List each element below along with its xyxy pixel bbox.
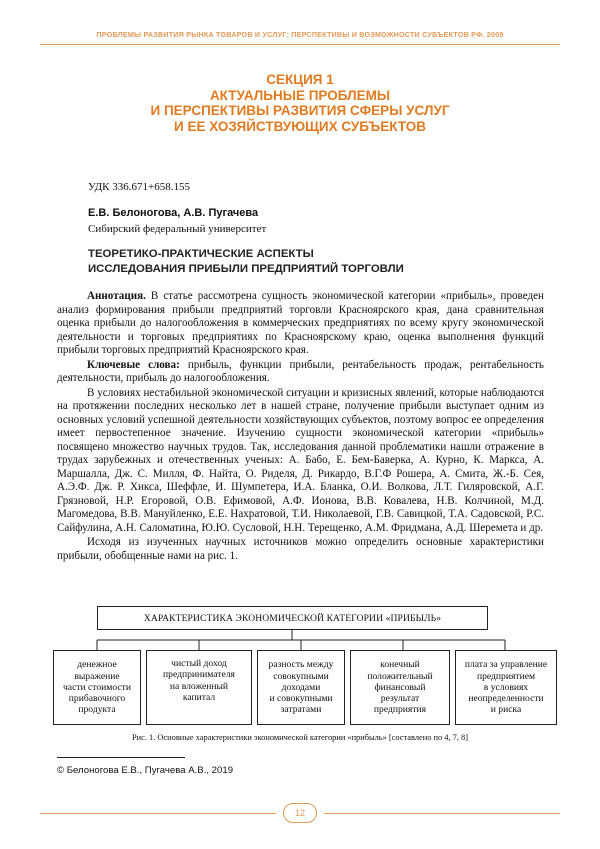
abstract-paragraph <box>57 290 544 358</box>
diagram-box-line: и совокупными <box>269 693 333 705</box>
diagram-box-line: доходами <box>281 681 321 693</box>
diagram-box-line: затратами <box>280 704 322 716</box>
diagram-box-line: предпринимателя <box>163 669 235 681</box>
diagram-box <box>53 650 141 725</box>
diagram-box-line: на вложенный <box>169 680 229 692</box>
diagram-box-line: прибавочного <box>68 693 126 705</box>
diagram-box <box>455 650 557 725</box>
article-title <box>88 247 404 277</box>
body-paragraph: В условиях нестабильной экономической ситуации и кризисных явлений, которые наблюдаются на протяжении последних несколько лет в нашей стране, получение прибыли выступает одним из основных условий успешной деятельности хозяйствующих субъектов, поэтому вопрос ее определения имеет первостепенное значение. Изучению сущности экономической категории «прибыль» посвящено множество научных трудов. Так, исследования данной проблематики нашли отражение в трудах зарубежных и отечественных ученых: А. Бабо, Е. Бем-Баверка, А. Курно, К. Маркса, А. Маршалла, Дж. С. Милля, Ф. Найта, О. Риделя, Д. Рикардо, В.Г.Ф Рошера, А. Смита, Ж.-Б. Сея, А.Э.Ф. Дж. Р. Хикса, Шеффле, И. Шумпетера, И.А. Бланка, О.И. Волкова, Л.Т. Гиляровской, А.Г. Грязновой, Н.Р. Егоровой, О.В. Ефимовой, А.Ф. Ионова, В.В. Ковалева, Н.В. Колчиной, М.Д. Магомедова, В.В. Мануйленко, Е.Е. Нахратовой, Т.И. Николаевой, Г.В. Савицкой, Т.А. Садовской, Р.С. Сайфулина, А.Н. Саломатина, Ю.Ю. Сусловой, Н.Н. Терещенко, А.М. Фридмана, А.Д. Шеремета и др. <box>57 386 544 534</box>
diagram-box-line: неопределенности <box>468 693 544 705</box>
diagram-box-line: результат <box>380 693 420 705</box>
authors: Е.В. Белоногова, А.В. Пугачева <box>88 207 259 219</box>
diagram-box-line: предприятием <box>476 670 536 682</box>
diagram-box-line: конечный <box>380 659 420 671</box>
diagram-box <box>146 650 252 725</box>
diagram-box <box>257 650 345 725</box>
affiliation: Сибирский федеральный университет <box>88 223 267 235</box>
section-title-line: И ЕЕ ХОЗЯЙСТВУЮЩИХ СУБЪЕКТОВ <box>174 118 426 134</box>
header-rule <box>40 44 560 45</box>
keywords-text: прибыль, функции прибыли, рентабельность продаж, рентабельность деятельности, прибыль до налогообложения. <box>57 358 544 384</box>
article-body <box>57 290 544 563</box>
diagram-box-line: продукта <box>78 704 116 716</box>
diagram-box-line: выражение <box>74 670 120 682</box>
abstract-text: В статье рассмотрена сущность экономической категории «прибыль», проведен анализ формирования прибыли предприятий торговли Красноярского края, дана сравнительная оценка прибыли до налогообложения в коммерческих предприятиях по всему кругу экономической деятельности и торговых предприятиях по Красноярскому краю, оценка выполнения функций прибыли торговых предприятий Красноярского края. <box>57 290 544 356</box>
diagram-box-line: плата за управление <box>464 659 548 671</box>
body-paragraph: Исходя из изученных научных источников можно определить основные характеристики прибыли, обобщенные нами на рис. 1. <box>57 536 544 562</box>
diagram-box-line: и риска <box>490 704 522 716</box>
diagram-box-line: предприятия <box>373 704 427 716</box>
page-number: 12 <box>283 803 317 823</box>
diagram-box-line: финансовый <box>374 681 426 693</box>
diagram-box-line: части стоимости <box>62 681 131 693</box>
diagram-box-line: денежное <box>77 659 117 671</box>
section-title <box>40 72 560 134</box>
diagram-box-line: капитал <box>182 691 216 703</box>
diagram-box-line: совокупными <box>273 670 329 682</box>
section-title-line: СЕКЦИЯ 1 <box>266 72 334 87</box>
running-head: ПРОБЛЕМЫ РАЗВИТИЯ РЫНКА ТОВАРОВ И УСЛУГ: ПЕРСПЕКТИВЫ И ВОЗМОЖНОСТИ СУБЪЕКТОВ РФ. 2009 <box>96 30 504 39</box>
section-title-line: АКТУАЛЬНЫЕ ПРОБЛЕМЫ <box>209 87 391 103</box>
diagram-box <box>350 650 450 725</box>
udk-code: УДК 336.671+658.155 <box>88 181 190 193</box>
keywords-label: Ключевые слова: <box>87 358 180 371</box>
diagram-box-line: в условиях <box>483 681 529 693</box>
figure-caption: Рис. 1. Основные характеристики экономической категории «прибыль» [составлено по 4, 7, 8] <box>132 733 468 742</box>
diagram-top-box: ХАРАКТЕРИСТИКА ЭКОНОМИЧЕСКОЙ КАТЕГОРИИ «ПРИБЫЛЬ» <box>97 606 488 630</box>
article-title-line: ИССЛЕДОВАНИЯ ПРИБЫЛИ ПРЕДПРИЯТИЙ ТОРГОВЛИ <box>88 263 404 275</box>
abstract-label: Аннотация. <box>87 290 146 302</box>
section-title-line: И ПЕРСПЕКТИВЫ РАЗВИТИЯ СФЕРЫ УСЛУГ <box>150 103 450 118</box>
footnote-rule <box>57 757 185 758</box>
footer-rule-right <box>324 813 560 814</box>
diagram-box-line: положительный <box>367 670 433 682</box>
diagram-box-line: разность между <box>268 659 334 671</box>
copyright-footnote: © Белоногова Е.В., Пугачева А.В., 2019 <box>57 765 234 776</box>
figure-diagram <box>40 600 560 730</box>
diagram-box-line: чистый доход <box>171 658 227 669</box>
keywords-paragraph <box>57 359 544 386</box>
footer-rule-left <box>40 813 276 814</box>
article-title-line: ТЕОРЕТИКО-ПРАКТИЧЕСКИЕ АСПЕКТЫ <box>88 248 314 260</box>
